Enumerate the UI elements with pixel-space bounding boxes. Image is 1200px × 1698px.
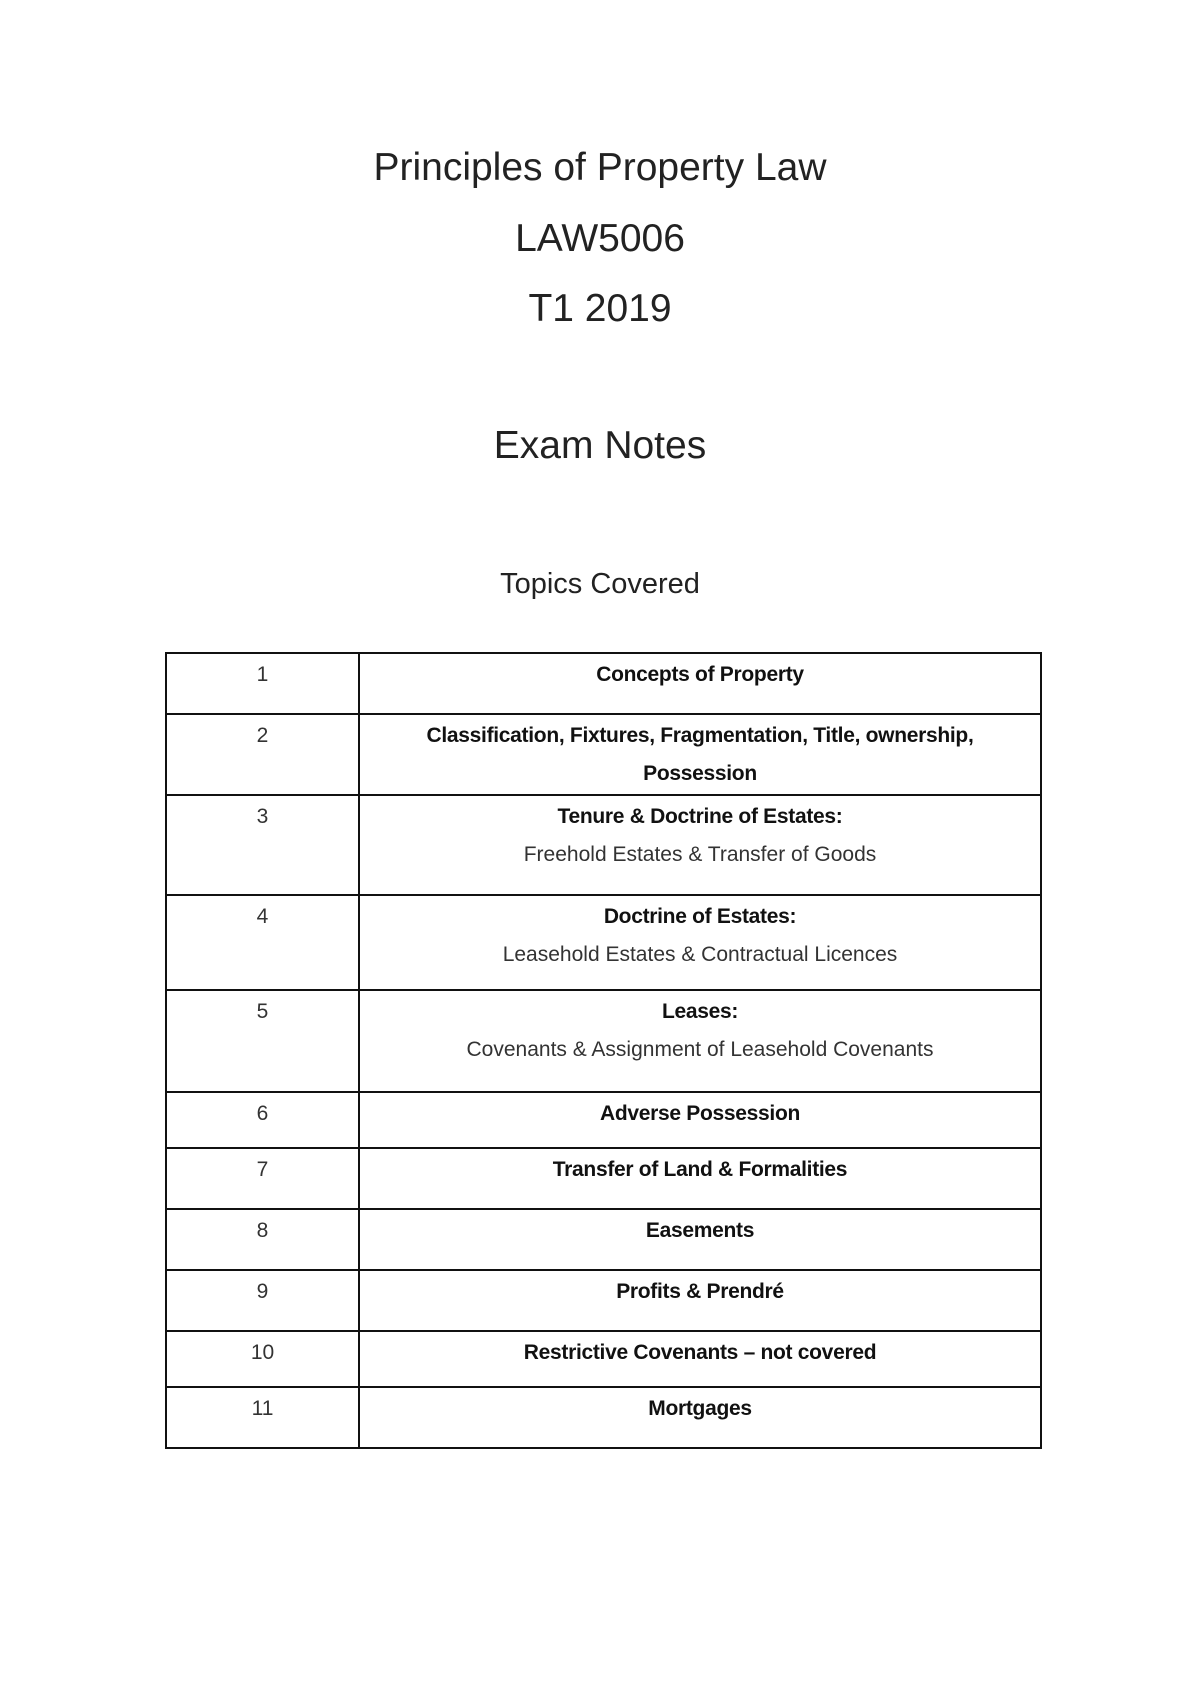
table-row	[166, 1387, 1041, 1448]
topic-cell	[359, 1092, 1041, 1148]
topic-title: Classification, Fixtures, Fragmentation, Title, ownership, Possession	[426, 724, 974, 785]
topic-cell	[359, 1387, 1041, 1448]
term-label: T1 2019	[528, 287, 672, 330]
table-row	[166, 990, 1041, 1092]
topics-table	[165, 652, 1042, 1449]
course-code: LAW5006	[515, 217, 685, 260]
section-heading: Topics Covered	[500, 568, 700, 600]
topic-title: Restrictive Covenants – not covered	[523, 1341, 877, 1364]
topic-title: Profits & Prendré	[616, 1280, 784, 1303]
topic-cell	[359, 1270, 1041, 1331]
topic-title: Adverse Possession	[599, 1102, 801, 1125]
table-row	[166, 714, 1041, 795]
table-row	[166, 1209, 1041, 1270]
table-row	[166, 653, 1041, 714]
topic-number: 4	[166, 895, 359, 990]
course-title: Principles of Property Law	[373, 146, 827, 189]
topic-subtitle: Freehold Estates & Transfer of Goods	[523, 843, 877, 866]
topic-number: 9	[166, 1270, 359, 1331]
topic-number: 6	[166, 1092, 359, 1148]
topic-cell	[359, 653, 1041, 714]
topic-number: 1	[166, 653, 359, 714]
topic-title: Tenure & Doctrine of Estates:	[557, 805, 843, 828]
topic-title: Doctrine of Estates:	[603, 905, 797, 928]
topic-title: Leases:	[661, 1000, 739, 1023]
topic-cell	[359, 795, 1041, 895]
topic-cell	[359, 714, 1041, 795]
topic-number: 10	[166, 1331, 359, 1387]
topic-number: 3	[166, 795, 359, 895]
table-row	[166, 1270, 1041, 1331]
topic-cell	[359, 1148, 1041, 1209]
table-row	[166, 1331, 1041, 1387]
topic-cell	[359, 1331, 1041, 1387]
topic-title: Mortgages	[648, 1397, 752, 1420]
table-row	[166, 795, 1041, 895]
topic-number: 7	[166, 1148, 359, 1209]
topic-number: 5	[166, 990, 359, 1092]
topic-cell	[359, 1209, 1041, 1270]
topic-cell	[359, 895, 1041, 990]
topic-title: Concepts of Property	[596, 663, 804, 686]
topic-number: 2	[166, 714, 359, 795]
topic-number: 11	[166, 1387, 359, 1448]
document-type-heading: Exam Notes	[493, 424, 707, 467]
topic-number: 8	[166, 1209, 359, 1270]
table-row	[166, 1092, 1041, 1148]
topic-subtitle: Covenants & Assignment of Leasehold Covenants	[466, 1038, 934, 1061]
table-row	[166, 895, 1041, 990]
table-row	[166, 1148, 1041, 1209]
topic-title: Easements	[645, 1219, 755, 1242]
topic-subtitle: Leasehold Estates & Contractual Licences	[502, 943, 898, 966]
topic-cell	[359, 990, 1041, 1092]
topic-title: Transfer of Land & Formalities	[552, 1158, 848, 1181]
